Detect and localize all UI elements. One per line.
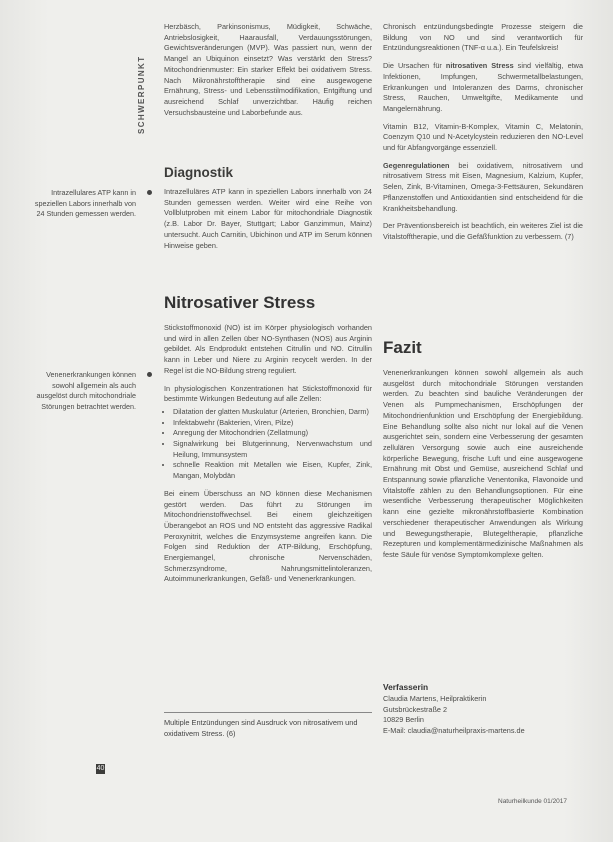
- col-nitrosativ: [164, 323, 372, 592]
- author-line: Claudia Martens, Heilpraktikerin: [383, 694, 487, 704]
- col-fazit: [383, 368, 583, 568]
- col-diagnostik: [164, 187, 372, 258]
- author-heading: Verfasserin: [383, 682, 429, 692]
- margin-note-atp: Intrazellulares ATP kann in speziellen Labors innerhalb von 24 Stunden gemessen werden.: [34, 188, 136, 219]
- heading-diagnostik: Diagnostik: [164, 165, 234, 180]
- bullet-marker: [147, 190, 152, 195]
- list-item: • Anregung der Mitochondrien (Zellatmung): [173, 428, 372, 439]
- author-line: Gutsbrückestraße 2: [383, 704, 448, 714]
- paragraph: In physiologischen Konzentrationen hat Stickstoffmonoxid für bestimmte Wirkungen Bedeutung auf alle Zellen:: [164, 383, 372, 404]
- text: sind vielfältig, etwa Infektionen, Impfungen, Schwermetallbelastungen, Erkrankungen und Intoleranzen des Darms, chronischer Stress, Rauchen, Umweltgifte, Medikamente und Mangelernährung.: [383, 61, 583, 113]
- figure-caption: Multiple Entzündungen sind Ausdruck von nitrosativem und oxidativem Stress. (6): [164, 712, 372, 739]
- paragraph: Intrazelluläres ATP kann in speziellen Labors innerhalb von 24 Stunden gemessen werden. Weiter wird eine Reihe von Vollblutproben mit einem Labor für mitochondriale Diagnostik (z.B. Labor Dr. Bayer, Stuttgart; Labor Ganzimmun, Mainz) untersucht. Auch Carnitin, Ubichinon und ATP im Serum können Hinweise geben.: [164, 187, 372, 250]
- author-email: E-Mail: claudia@naturheilpraxis-martens.de: [383, 725, 525, 735]
- margin-note-venen: Venenerkrankungen können sowohl allgemein als auch ausgelöst durch mitochondriale Störungen betrachtet werden.: [36, 370, 136, 411]
- paragraph: Chronisch entzündungsbedingte Prozesse steigern die Bildung von NO und sind verantwortlich für Entzündungsreaktionen (TNF-α u.a.). Ein Teufelskreis!: [383, 22, 583, 53]
- paragraph: [383, 61, 583, 115]
- heading-nitrosativer-stress: Nitrosativer Stress: [164, 293, 316, 312]
- text-bold: nitrosativen Stress: [445, 61, 514, 71]
- bullet-marker: [147, 372, 152, 377]
- text-bold: Gegenregulationen: [383, 160, 450, 170]
- text: Die Ursachen für: [383, 61, 446, 71]
- paragraph: Bei einem Überschuss an NO können diese Mechanismen gestört werden. Das führt zu Störungen im Mitochondrienstoffwechsel. Bei einem gleichzeitigen Überangebot an ROS und NO entsteht das aggressive Radikal Peroxynitrit, welches die Enzymsysteme angreifen kann. Die Folgen sind Reduktion der ATP-Bildung, Erschöpfung, Energiemangel, chronische Nervenschäden, Schmerzsyndrome, Nahrungsmittelintoleranzen, Autoimmunerkrankungen, Gefäß- und Venenerkrankungen.: [164, 488, 372, 584]
- paragraph: Der Präventionsbereich ist beachtlich, ein weiteres Ziel ist die Vitalstofftherapie, und die Gefäßfunktion zu verbessern. (7): [383, 221, 583, 241]
- text: bei oxidativem, nitrosativem und nitrosativem Stress mit Eisen, Magnesium, Kalzium, Kupfer, Selen, Zink, B-Vitaminen, Omega-3-Fettsäuren, Sekundären Pflanzenstoffen und Antioxidantien sind entscheidend für die Krankheitsbehandlung.: [383, 160, 583, 213]
- paragraph: Herzbäsch, Parkinsonismus, Müdigkeit, Schwäche, Antriebslosigkeit, Haarausfall, Verdauungsstörungen, Gewichtsveränderungen (MVP). Was passiert nun, wenn der Mangel an Ubiquinon einsetzt? Was verstärkt den Stress? Mitochondrienmuster: Ein starker Effekt bei oxidativem Stress. Nach Mikronährstofftherapie sind eine ausgewogene Ernährung, Stress- und Lebensstilmodifikation, Entgiftung und ausreichend Schlaf unverzichtbar. Häufig reichen Versuchsbausteine und Laborbefunde aus.: [164, 22, 372, 117]
- paragraph: [383, 161, 583, 215]
- col-intro: [164, 22, 372, 125]
- list-item: • schnelle Reaktion mit Metallen wie Eisen, Kupfer, Zink, Mangan, Molybdän: [173, 460, 372, 481]
- paragraph: Venenerkrankungen können sowohl allgemein als auch ausgelöst durch mitochondriale Störungen verstanden werden. Zu beachten sind bauliche Veränderungen der Venen als Pumpmechanismen, Erschöpfungen der Mitochondrienfunktion und Erschöpfung der Energiebildung. Eine Behandlung sollte also nicht nur lokal auf die Venen ausgerichtet sein, sondern eine Verbesserung der gesamten zellulären Versorgung sowie auch eine ausreichende körperliche Bewegung, frische Luft und eine ausgewogene Ernährung mit Obst und Gemüse, ausreichend Schlaf und Entspannung sowie pflanzliche Venentonika, Flavonoide und Vitalstoffe zählen zu den Behandlungsoptionen. Für eine wesentliche Verbesserung therapeutischer Möglichkeiten kann eine gezielte mikronährstoffbasierte Kombination verschiedener therapeutischer Anwendungen als Wirkung und Bewegungstherapie, Blutegeltherapie, pflanzliche Rezepturen und komplementärmedizinische Maßnahmen als feste Säule für venöse Symptomkomplexe gelten.: [383, 368, 583, 559]
- list-item: • Infektabwehr (Bakterien, Viren, Pilze): [173, 418, 372, 429]
- page-number: 40: [96, 765, 105, 772]
- footer-issue: Naturheilkunde 01/2017: [498, 798, 568, 805]
- author-line: 10829 Berlin: [383, 715, 424, 725]
- list: [164, 407, 372, 482]
- heading-fazit: Fazit: [383, 338, 422, 357]
- section-label: SCHWERPUNKT: [137, 55, 146, 134]
- list-item: • Dilatation der glatten Muskulatur (Arterien, Bronchien, Darm): [173, 407, 372, 418]
- author-box: [383, 682, 583, 736]
- paragraph: Vitamin B12, Vitamin-B-Komplex, Vitamin C, Melatonin, Coenzym Q10 und N-Acetylcystein reduzieren den NO-Level und für Abfangvorgänge essenziell.: [383, 121, 583, 153]
- col-right: [383, 22, 583, 250]
- paragraph: Stickstoffmonoxid (NO) ist im Körper physiologisch vorhanden und wird in allen Zellen über NO-Synthasen (NOS) aus Arginin gebildet. Als Endprodukt entstehen Citrullin und NO. Citrullin kann in Leber und Niere zu Arginin recycelt werden. In der Regel ist die NO-Bildung streng reguliert.: [164, 323, 372, 375]
- list-item: • Signalwirkung bei Blutgerinnung, Nervenwachstum und Heilung, Immunsystem: [173, 439, 372, 460]
